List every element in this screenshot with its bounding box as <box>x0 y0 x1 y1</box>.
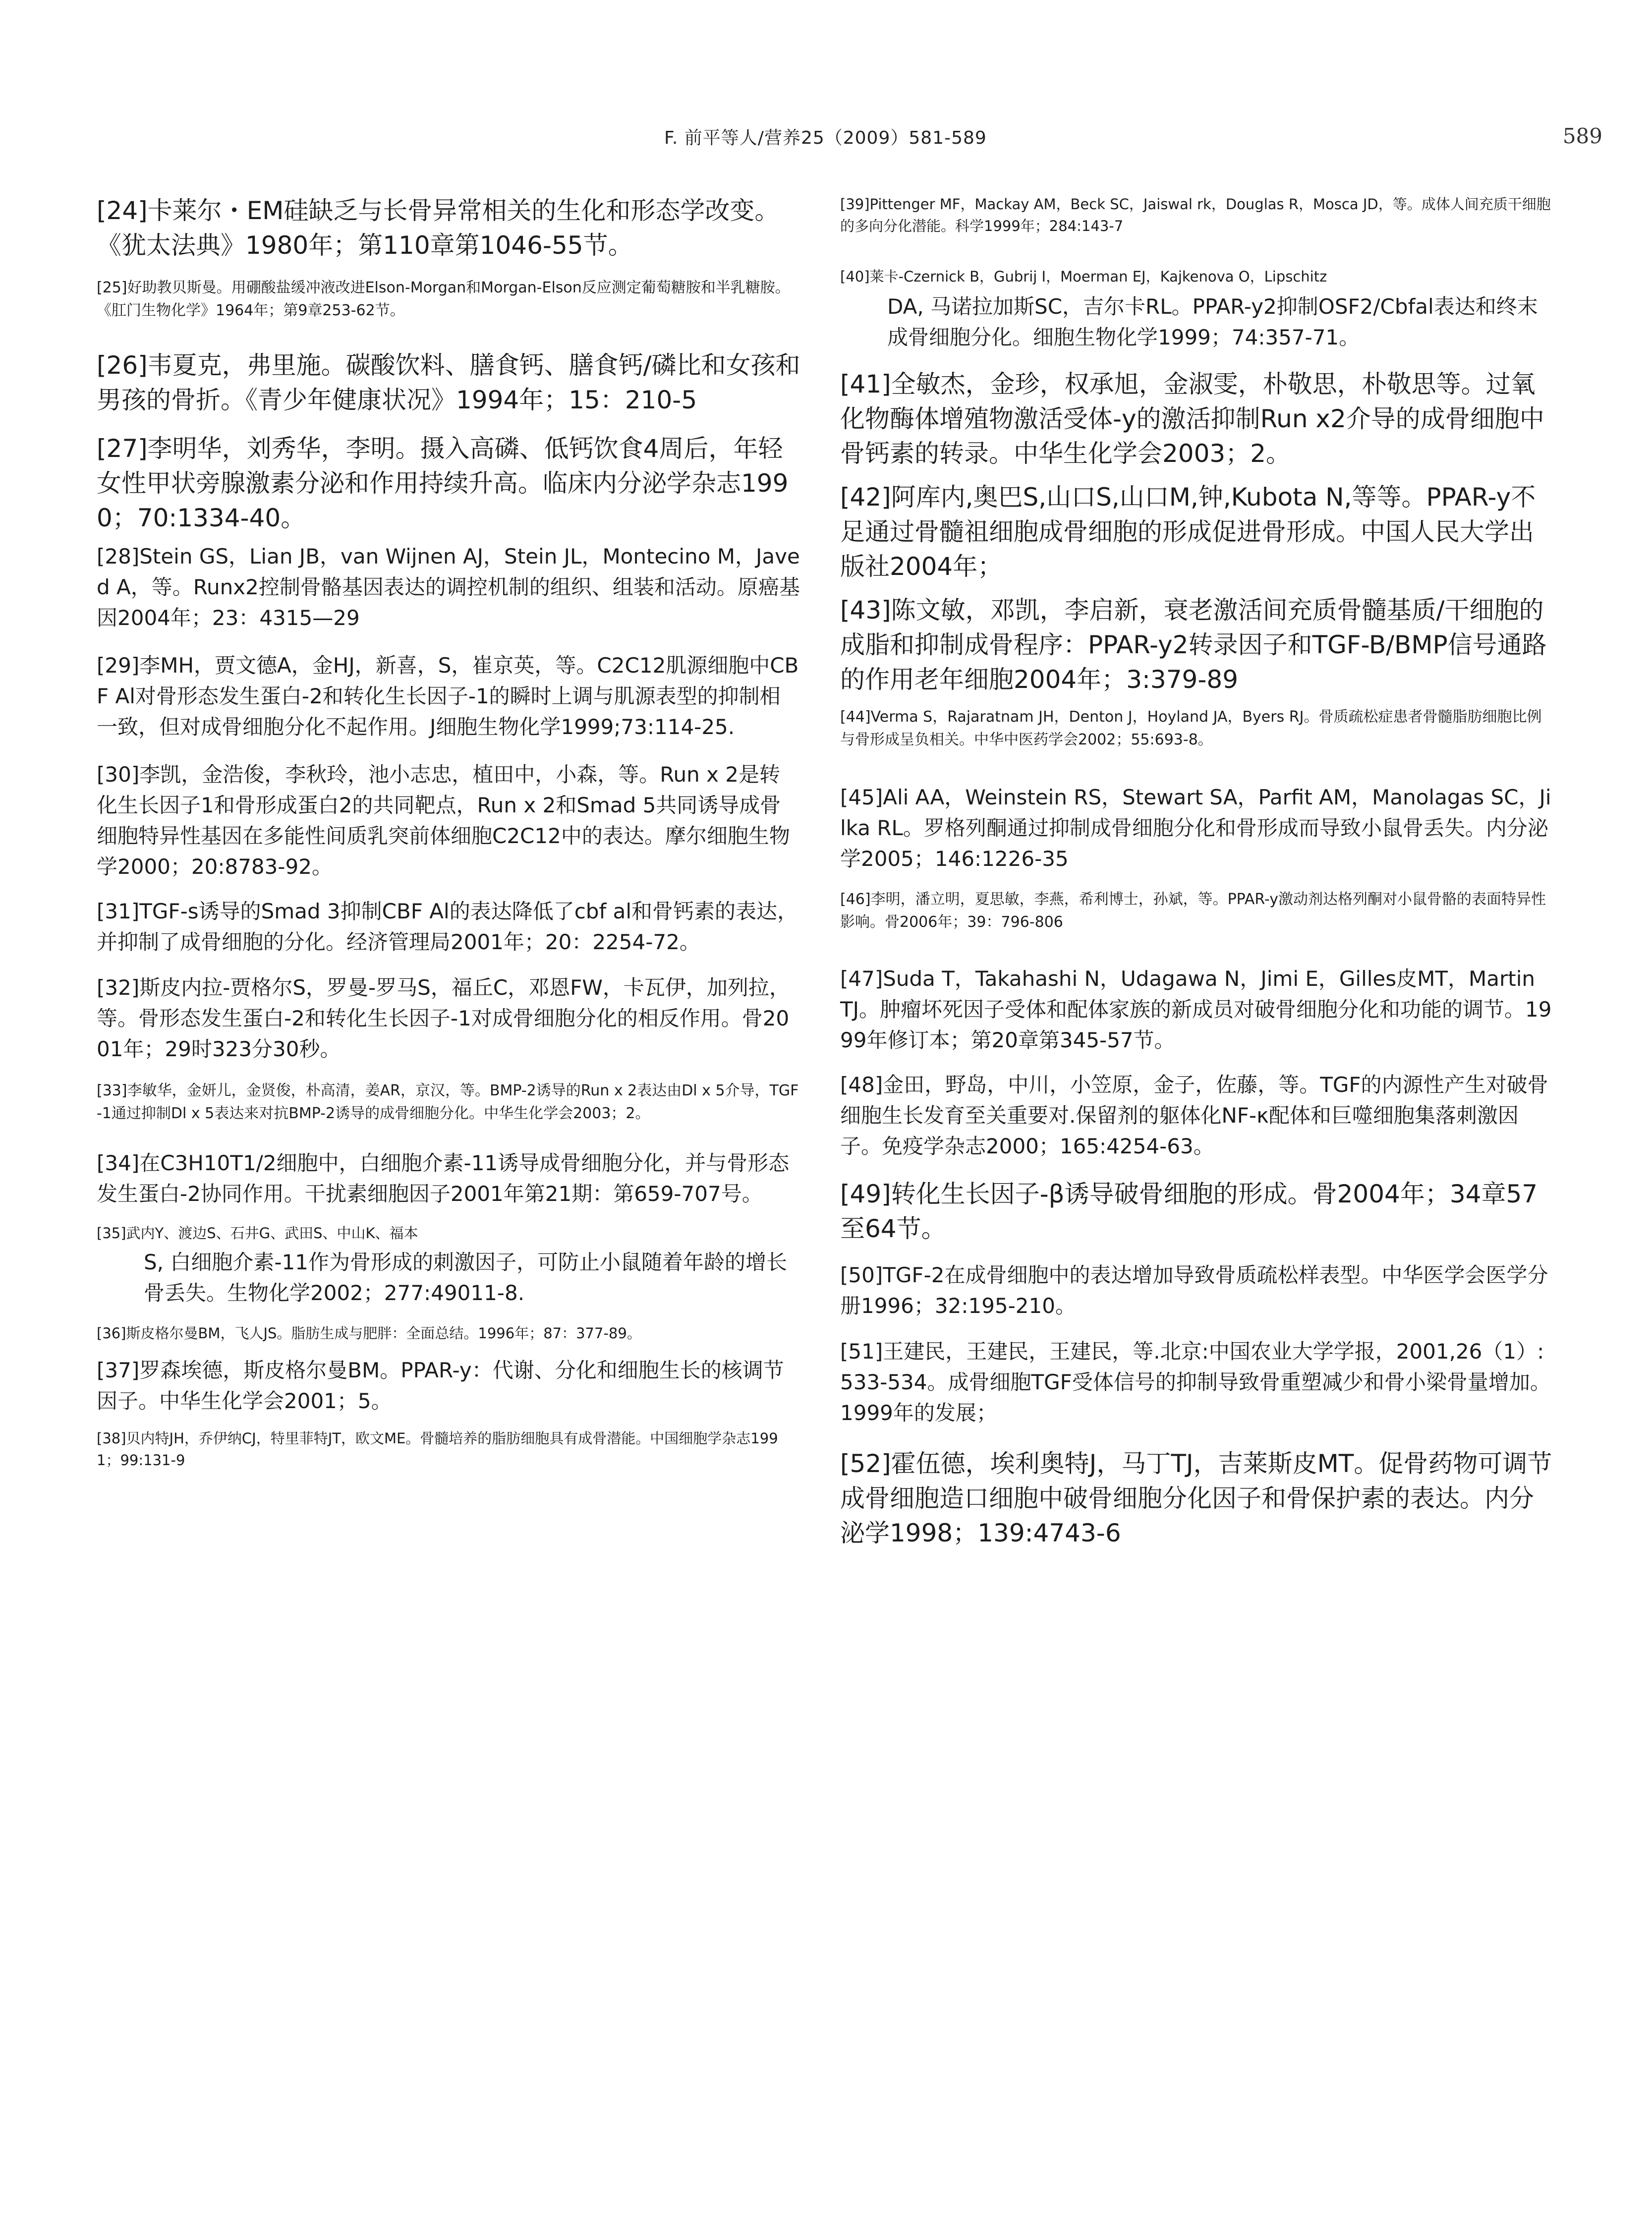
reference-42: [42]阿库内,奥巴S,山口S,山口M,钟,Kubota N,等等。PPAR-y不足通过骨髓祖细胞成骨细胞的形成促进骨形成。中国人民大学出版社2004年； <box>840 483 1536 581</box>
reference-36: [36]斯皮格尔曼BM，飞人JS。脂肪生成与肥胖：全面总结。1996年；87：377-89。 <box>97 1325 641 1342</box>
reference-45: [45]Ali AA，Weinstein RS，Stewart SA，Parfit AM，Manolagas SC，Jilka RL。罗格列酮通过抑制成骨细胞分化和骨形成而导致小鼠骨丢失。内分泌学2005；146:1226-35 <box>840 785 1551 871</box>
reference-39: [39]Pittenger MF，Mackay AM，Beck SC，Jaiswal rk，Douglas R，Mosca JD，等。成体人间充质干细胞的多向分化潜能。科学1999年；284:143-7 <box>840 196 1551 234</box>
running-header: F. 前平等人/营养25（2009）581-589 <box>664 128 987 148</box>
reference-46: [46]李明，潘立明，夏思敏，李燕，希利博士，孙斌，等。PPAR-y激动剂达格列酮对小鼠骨骼的表面特异性影响。骨2006年；39：796-806 <box>840 891 1546 931</box>
reference-38: [38]贝内特JH，乔伊纳CJ，特里菲特JT，欧文ME。骨髓培养的脂肪细胞具有成骨潜能。中国细胞学杂志1991；99:131-9 <box>97 1430 778 1469</box>
reference-33: [33]李敏华，金妍儿，金贤俊，朴高清，姜AR，京汉，等。BMP-2诱导的Run x 2表达由Dl x 5介导，TGF-1通过抑制Dl x 5表达来对抗BMP-2诱导的成骨细胞分化。中华生化学会2003；2。 <box>97 1082 799 1122</box>
references-left-column <box>97 193 800 1471</box>
reference-25: [25]好助教贝斯曼。用硼酸盐缓冲液改进Elson-Morgan和Morgan-Elson反应测定葡萄糖胺和半乳糖胺。《肛门生物化学》1964年；第9章253-62节。 <box>97 279 790 319</box>
reference-49: [49]转化生长因子-β诱导破骨细胞的形成。骨2004年；34章57至64节。 <box>840 1180 1538 1243</box>
reference-37: [37]罗森埃德，斯皮格尔曼BM。PPAR-y：代谢、分化和细胞生长的核调节因子。中华生化学会2001；5。 <box>97 1358 784 1413</box>
reference-27: [27]李明华，刘秀华，李明。摄入高磷、低钙饮食4周后，年轻女性甲状旁腺激素分泌和作用持续升高。临床内分泌学杂志1990；70:1334-40。 <box>97 434 789 532</box>
reference-30: [30]李凯，金浩俊，李秋玲，池小志忠，植田中，小森，等。Run x 2是转化生长因子1和骨形成蛋白2的共同靶点，Run x 2和Smad 5共同诱导成骨细胞特异性基因在多能性间质乳突前体细胞C2C12中的表达。摩尔细胞生物学2000；20:8783-92。 <box>97 762 790 879</box>
reference-29: [29]李MH，贾文德A，金HJ，新喜，S，崔京英，等。C2C12肌源细胞中CBF Al对骨形态发生蛋白-2和转化生长因子-1的瞬时上调与肌源表型的抑制相一致，但对成骨细胞分化不起作用。J细胞生物化学1999;73:114-25. <box>97 653 799 739</box>
reference-51: [51]王建民，王建民，王建民，等.北京:中国农业大学学报，2001,26（1）:533-534。成骨细胞TGF受体信号的抑制导致骨重塑减少和骨小梁骨量增加。1999年的发展； <box>840 1339 1551 1425</box>
reference-32: [32]斯皮内拉-贾格尔S，罗曼-罗马S，福丘C，邓恩FW，卡瓦伊，加列拉，等。骨形态发生蛋白-2和转化生长因子-1对成骨细胞分化的相反作用。骨2001年；29时323分30秒。 <box>97 975 790 1061</box>
reference-26: [26]韦夏克，弗里施。碳酸饮料、膳食钙、膳食钙/磷比和女孩和男孩的骨折。《青少年健康状况》1994年；15：210-5 <box>97 351 800 414</box>
reference-47: [47]Suda T，Takahashi N，Udagawa N，Jimi E，Gilles皮MT，Martin TJ。肿瘤坏死因子受体和配体家族的新成员对破骨细胞分化和功能的调节。1999年修订本；第20章第345-57节。 <box>840 967 1552 1052</box>
reference-41: [41]全敏杰，金珍，权承旭，金淑雯，朴敬思，朴敬思等。过氧化物酶体增殖物激活受体-y的激活抑制Run x2介导的成骨细胞中骨钙素的转录。中华生化学会2003；2。 <box>840 370 1544 468</box>
reference-24: [24]卡莱尔・EM硅缺乏与长骨异常相关的生化和形态学改变。《犹太法典》1980年；第110章第1046-55节。 <box>97 196 780 260</box>
reference-34: [34]在C3H10T1/2细胞中，白细胞介素-11诱导成骨细胞分化，并与骨形态发生蛋白-2协同作用。干扰素细胞因子2001年第21期：第659-707号。 <box>97 1151 790 1206</box>
reference-50: [50]TGF-2在成骨细胞中的表达增加导致骨质疏松样表型。中华医学会医学分册1996；32:195-210。 <box>840 1263 1548 1318</box>
reference-48: [48]金田，野岛，中川，小笠原，金子，佐藤，等。TGF的内源性产生对破骨细胞生长发育至关重要对.保留剂的躯体化NF-κ配体和巨噬细胞集落刺激因子。免疫学杂志2000；165:4254-63。 <box>840 1073 1548 1158</box>
reference-35: [35]武内Y、渡边S、石井G、武田S、中山K、福本 <box>97 1225 418 1242</box>
reference-44: [44]Verma S，Rajaratnam JH，Denton J，Hoyland JA，Byers RJ。骨质疏松症患者骨髓脂肪细胞比例与骨形成呈负相关。中华中医药学会2002；55:693-8。 <box>840 708 1542 748</box>
reference-52: [52]霍伍德，埃利奥特J，马丁TJ，吉莱斯皮MT。促骨药物可调节成骨细胞造口细胞中破骨细胞分化因子和骨保护素的表达。内分泌学1998；139:4743-6 <box>840 1449 1552 1547</box>
page-number: 589 <box>1562 124 1602 148</box>
reference-31: [31]TGF-s诱导的Smad 3抑制CBF Al的表达降低了cbf al和骨钙素的表达，并抑制了成骨细胞的分化。经济管理局2001年；20：2254-72。 <box>97 899 798 954</box>
reference-43: [43]陈文敏，邓凯，李启新，衰老激活间充质骨髓基质/干细胞的成脂和抑制成骨程序：PPAR-y2转录因子和TGF-B/BMP信号通路的作用老年细胞2004年；3:379-89 <box>840 596 1547 694</box>
references-right-column <box>840 193 1554 1550</box>
reference-28: [28]Stein GS，Lian JB，van Wijnen AJ，Stein JL，Montecino M，Javed A，等。Runx2控制骨骼基因表达的调控机制的组织、组装和活动。原癌基因2004年；23：4315—29 <box>97 544 800 630</box>
reference-40-continued: DA, 马诺拉加斯SC，吉尔卡RL。PPAR-y2抑制OSF2/Cbfal表达和终末成骨细胞分化。细胞生物化学1999；74:357-71。 <box>887 294 1538 349</box>
reference-40: [40]莱卡-Czernick B，Gubrij I，Moerman EJ，Kajkenova O，Lipschitz <box>840 268 1327 285</box>
reference-35-continued: S, 白细胞介素-11作为骨形成的刺激因子，可防止小鼠随着年龄的增长骨丢失。生物化学2002；277:49011-8. <box>144 1250 787 1305</box>
